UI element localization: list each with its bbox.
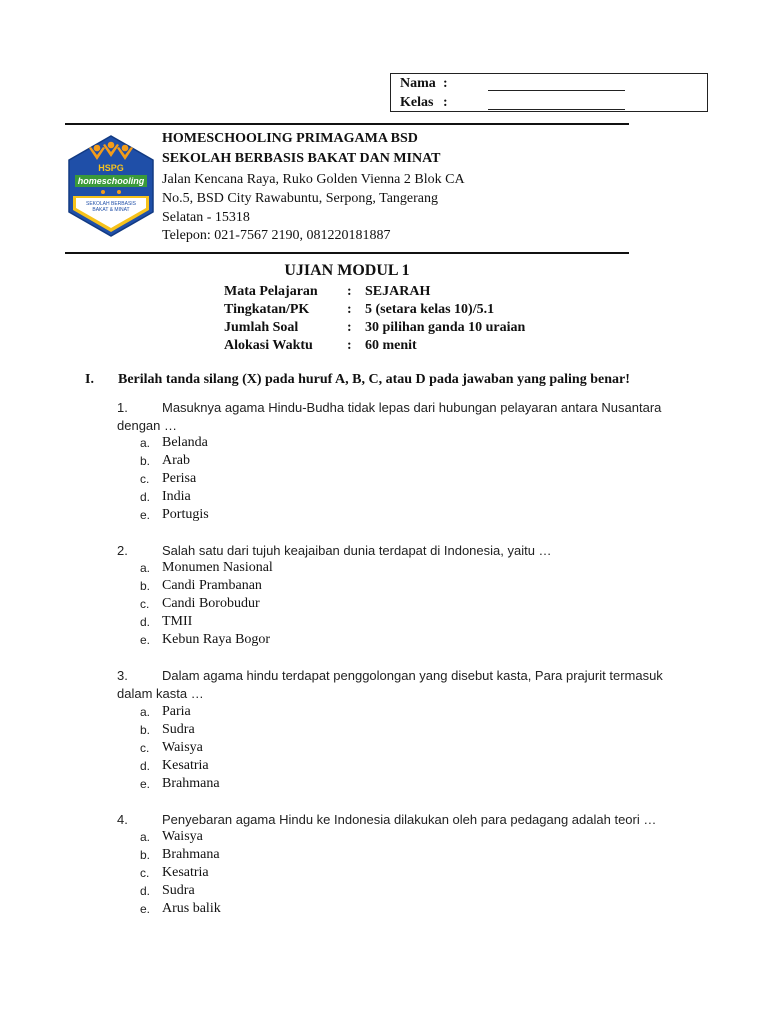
- meta-colon-level: :: [347, 302, 352, 317]
- meta-value-level: 5 (setara kelas 10)/5.1: [365, 302, 495, 317]
- header-bottom-rule: [65, 252, 629, 254]
- option-text: Candi Prambanan: [162, 578, 262, 593]
- option-text: Perisa: [162, 471, 197, 486]
- name-colon: :: [443, 76, 448, 91]
- option-text: Candi Borobudur: [162, 596, 260, 611]
- option-letter: b.: [140, 454, 151, 468]
- section-instruction-text: Berilah tanda silang (X) pada huruf A, B, C, atau D pada jawaban yang paling benar!: [118, 372, 630, 387]
- option-text: Belanda: [162, 435, 208, 450]
- question: [117, 542, 687, 560]
- option-text: Arab: [162, 453, 190, 468]
- option-letter: e.: [140, 633, 151, 647]
- option-letter: c.: [140, 866, 150, 880]
- option-text: TMII: [162, 614, 193, 629]
- option-text: Sudra: [162, 722, 195, 737]
- option-text: Brahmana: [162, 847, 220, 862]
- option-letter: c.: [140, 472, 150, 486]
- section-number: I.: [85, 372, 94, 387]
- question-text-cont: dengan …: [117, 418, 177, 433]
- option-text: India: [162, 489, 191, 504]
- option-letter: d.: [140, 490, 151, 504]
- meta-label-subject: Mata Pelajaran: [224, 284, 318, 299]
- question-text: Salah satu dari tujuh keajaiban dunia terdapat di Indonesia, yaitu …: [162, 543, 552, 558]
- question-text-cont: dalam kasta …: [117, 686, 204, 701]
- option-text: Sudra: [162, 883, 195, 898]
- meta-label-time: Alokasi Waktu: [224, 338, 313, 353]
- school-name: HOMESCHOOLING PRIMAGAMA BSD: [162, 131, 418, 146]
- option-letter: e.: [140, 902, 151, 916]
- option-text: Portugis: [162, 507, 209, 522]
- option-text: Monumen Nasional: [162, 560, 273, 575]
- name-field[interactable]: [488, 90, 625, 91]
- meta-label-count: Jumlah Soal: [224, 320, 299, 335]
- option-text: Paria: [162, 704, 191, 719]
- logo-word: homeschooling: [77, 176, 145, 186]
- question: [117, 399, 687, 435]
- question-text: Masuknya agama Hindu-Budha tidak lepas dari hubungan pelayaran antara Nusantara: [162, 400, 662, 415]
- question-number: 1.: [117, 400, 128, 415]
- option-text: Arus balik: [162, 901, 221, 916]
- logo-tagline-1: SEKOLAH BERBASIS: [85, 201, 137, 207]
- school-address-1: Jalan Kencana Raya, Ruko Golden Vienna 2 Blok CA: [162, 172, 465, 187]
- name-label: Nama: [400, 76, 436, 91]
- meta-value-time: 60 menit: [365, 338, 417, 353]
- school-address-2: No.5, BSD City Rawabuntu, Serpong, Tangerang: [162, 191, 439, 206]
- option-text: Kesatria: [162, 758, 209, 773]
- option-text: Waisya: [162, 740, 203, 755]
- meta-colon-subject: :: [347, 284, 352, 299]
- option-letter: b.: [140, 848, 151, 862]
- class-label: Kelas: [400, 95, 434, 110]
- school-motto: SEKOLAH BERBASIS BAKAT DAN MINAT: [162, 151, 441, 166]
- option-letter: b.: [140, 579, 151, 593]
- school-address-3: Selatan - 15318: [162, 210, 250, 225]
- meta-colon-count: :: [347, 320, 352, 335]
- class-field[interactable]: [488, 109, 625, 110]
- question-number: 2.: [117, 543, 128, 558]
- question: [117, 667, 687, 703]
- option-letter: e.: [140, 508, 151, 522]
- option-letter: c.: [140, 741, 150, 755]
- option-letter: d.: [140, 615, 151, 629]
- option-letter: a.: [140, 830, 151, 844]
- question-text: Dalam agama hindu terdapat penggolongan yang disebut kasta, Para prajurit termasuk: [162, 668, 663, 683]
- option-letter: b.: [140, 723, 151, 737]
- question: [117, 811, 687, 829]
- meta-label-level: Tingkatan/PK: [224, 302, 310, 317]
- option-letter: a.: [140, 561, 151, 575]
- option-text: Waisya: [162, 829, 203, 844]
- option-text: Brahmana: [162, 776, 220, 791]
- class-colon: :: [443, 95, 448, 110]
- student-info-box: [390, 73, 708, 112]
- logo-abbr: HSPG: [98, 163, 124, 173]
- header-top-rule: [65, 123, 629, 125]
- option-letter: a.: [140, 436, 151, 450]
- option-text: Kebun Raya Bogor: [162, 632, 271, 647]
- option-letter: d.: [140, 759, 151, 773]
- option-letter: e.: [140, 777, 151, 791]
- question-number: 3.: [117, 668, 128, 683]
- meta-colon-time: :: [347, 338, 352, 353]
- meta-value-subject: SEJARAH: [365, 284, 431, 299]
- meta-value-count: 30 pilihan ganda 10 uraian: [365, 320, 526, 335]
- logo-tagline-2: BAKAT & MINAT: [92, 207, 130, 213]
- option-letter: c.: [140, 597, 150, 611]
- option-letter: a.: [140, 705, 151, 719]
- question-text: Penyebaran agama Hindu ke Indonesia dilakukan oleh para pedagang adalah teori …: [162, 812, 657, 827]
- option-letter: d.: [140, 884, 151, 898]
- school-phone: Telepon: 021-7567 2190, 081220181887: [162, 228, 391, 243]
- question-number: 4.: [117, 812, 128, 827]
- exam-title: UJIAN MODUL 1: [284, 262, 410, 279]
- school-logo: [67, 134, 155, 238]
- option-text: Kesatria: [162, 865, 209, 880]
